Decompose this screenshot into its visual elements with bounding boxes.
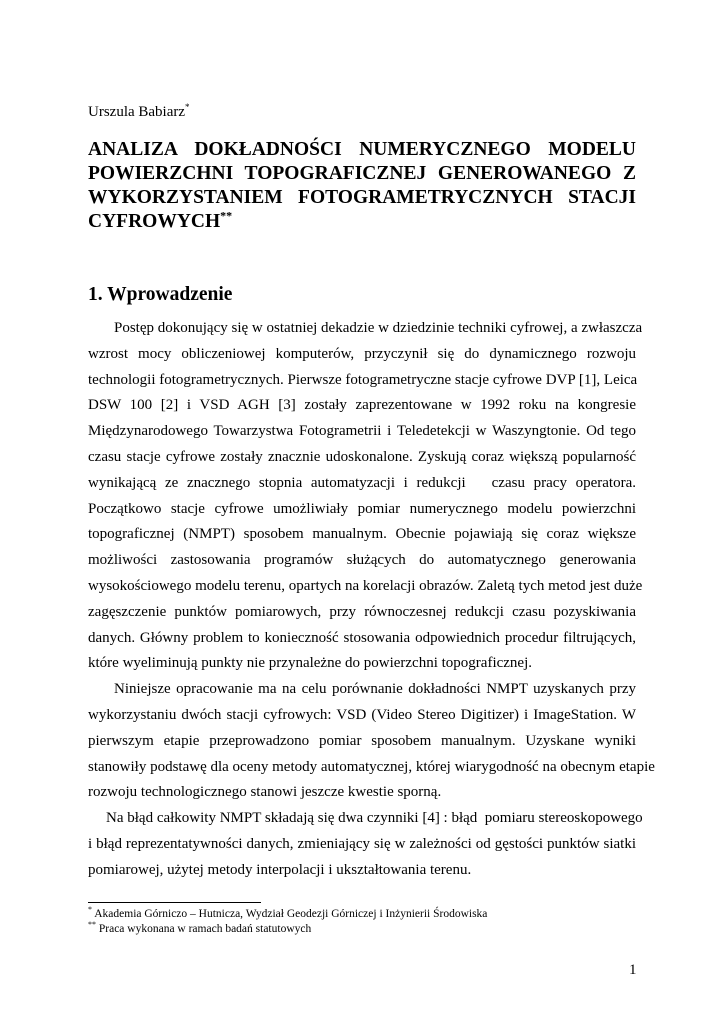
text-line: Niniejsze opracowanie ma na celu porównanie dokładności NMPT uzyskanych przy <box>114 681 636 698</box>
text-line: Na błąd całkowity NMPT składają się dwa czynniki [4] : błąd pomiaru stereoskopowego <box>106 810 643 827</box>
text-line: które wyeliminują punkty nie przynależne do powierzchni topograficznej. <box>88 655 533 672</box>
paragraph-error <box>88 806 643 883</box>
text-line: rozwoju technologicznego stanowi jeszcze kwestie sporną. <box>88 784 442 801</box>
text-line: możliwości zastosowania programów służących do automatycznego generowania <box>88 552 636 569</box>
title-line-text: CYFROWYCH <box>88 211 221 232</box>
author-name-text: Urszula Babiarz <box>88 104 186 120</box>
footnotes <box>88 907 487 937</box>
text-line: technologii fotogrametrycznych. Pierwsze fotogrametryczne stacje cyfrowe DVP [1], Leica <box>88 371 638 388</box>
footnote-2 <box>88 922 487 937</box>
text-line: topograficznej (NMPT) sposobem manualnym. Obecnie pojawiają się coraz większe <box>88 526 636 543</box>
paper-title <box>88 138 636 234</box>
text-line: zagęszczenie punktów pomiarowych, przy równoczesnej redukcji czasu pozyskiwania <box>88 603 636 620</box>
footnote-text: Praca wykonana w ramach badań statutowych <box>96 923 312 935</box>
author-footnote-mark: * <box>185 102 190 112</box>
paragraph-intro <box>88 316 643 677</box>
text-line: Międzynarodowego Towarzystwa Fotogrametrii i Teledetekcji w Waszyngtonie. Od tego <box>88 423 636 440</box>
text-line: Postęp dokonujący się w ostatniej dekadzie w dziedzinie techniki cyfrowej, a zwłaszcza <box>114 320 643 336</box>
footnote-text: Akademia Górniczo – Hutnicza, Wydział Geodezji Górniczej i Inżynierii Środowiska <box>92 908 488 920</box>
footnote-1 <box>88 907 487 922</box>
footnote-mark: ** <box>88 920 96 930</box>
page-number: 1 <box>629 962 637 978</box>
title-line: POWIERZCHNI TOPOGRAFICZNEJ GENEROWANEGO Z <box>88 163 636 184</box>
author-name <box>88 104 190 121</box>
text-line: stanowiły podstawę dla oceny metody automatycznej, której wiarygodność na obecnym etapie <box>88 758 655 775</box>
title-footnote-mark: ** <box>220 208 233 223</box>
section-heading: 1. Wprowadzenie <box>88 284 233 305</box>
title-line: WYKORZYSTANIEM FOTOGRAMETRYCZNYCH STACJI <box>88 187 636 208</box>
text-line: pierwszym etapie przeprowadzono pomiar sposobem manualnym. Uzyskane wyniki <box>88 732 636 749</box>
paragraph-aim <box>88 677 655 806</box>
title-line: ANALIZA DOKŁADNOŚCI NUMERYCZNEGO MODELU <box>88 139 636 160</box>
text-line: wynikającą ze znacznego stopnia automatyzacji i redukcji czasu pracy operatora. <box>88 474 636 491</box>
text-line: wzrost mocy obliczeniowej komputerów, przyczynił się do dynamicznego rozwoju <box>88 345 636 362</box>
text-line: Początkowo stacje cyfrowe umożliwiały pomiar numerycznego modelu powierzchni <box>88 500 636 517</box>
text-line: DSW 100 [2] i VSD AGH [3] zostały zaprezentowane w 1992 roku na kongresie <box>88 397 636 414</box>
footnote-mark: * <box>88 905 92 915</box>
text-line: czasu stacje cyfrowe zostały znacznie udoskonalone. Zyskują coraz większą popularność <box>88 448 636 465</box>
title-line-last <box>88 210 636 234</box>
text-line: pomiarowej, użytej metody interpolacji i ukształtowania terenu. <box>88 861 472 878</box>
text-line: i błąd reprezentatywności danych, zmieniający się w zależności od gęstości punktów siatki <box>88 835 636 852</box>
body-text <box>88 316 655 884</box>
text-line: wysokościowego modelu terenu, opartych na korelacji obrazów. Zaletą tych metod jest duże <box>88 577 643 594</box>
footnote-separator <box>88 902 261 903</box>
text-line: danych. Główny problem to konieczność stosowania odpowiednich procedur filtrujących, <box>88 629 636 646</box>
text-line: wykorzystaniu dwóch stacji cyfrowych: VSD (Video Stereo Digitizer) i ImageStation. W <box>88 706 636 723</box>
